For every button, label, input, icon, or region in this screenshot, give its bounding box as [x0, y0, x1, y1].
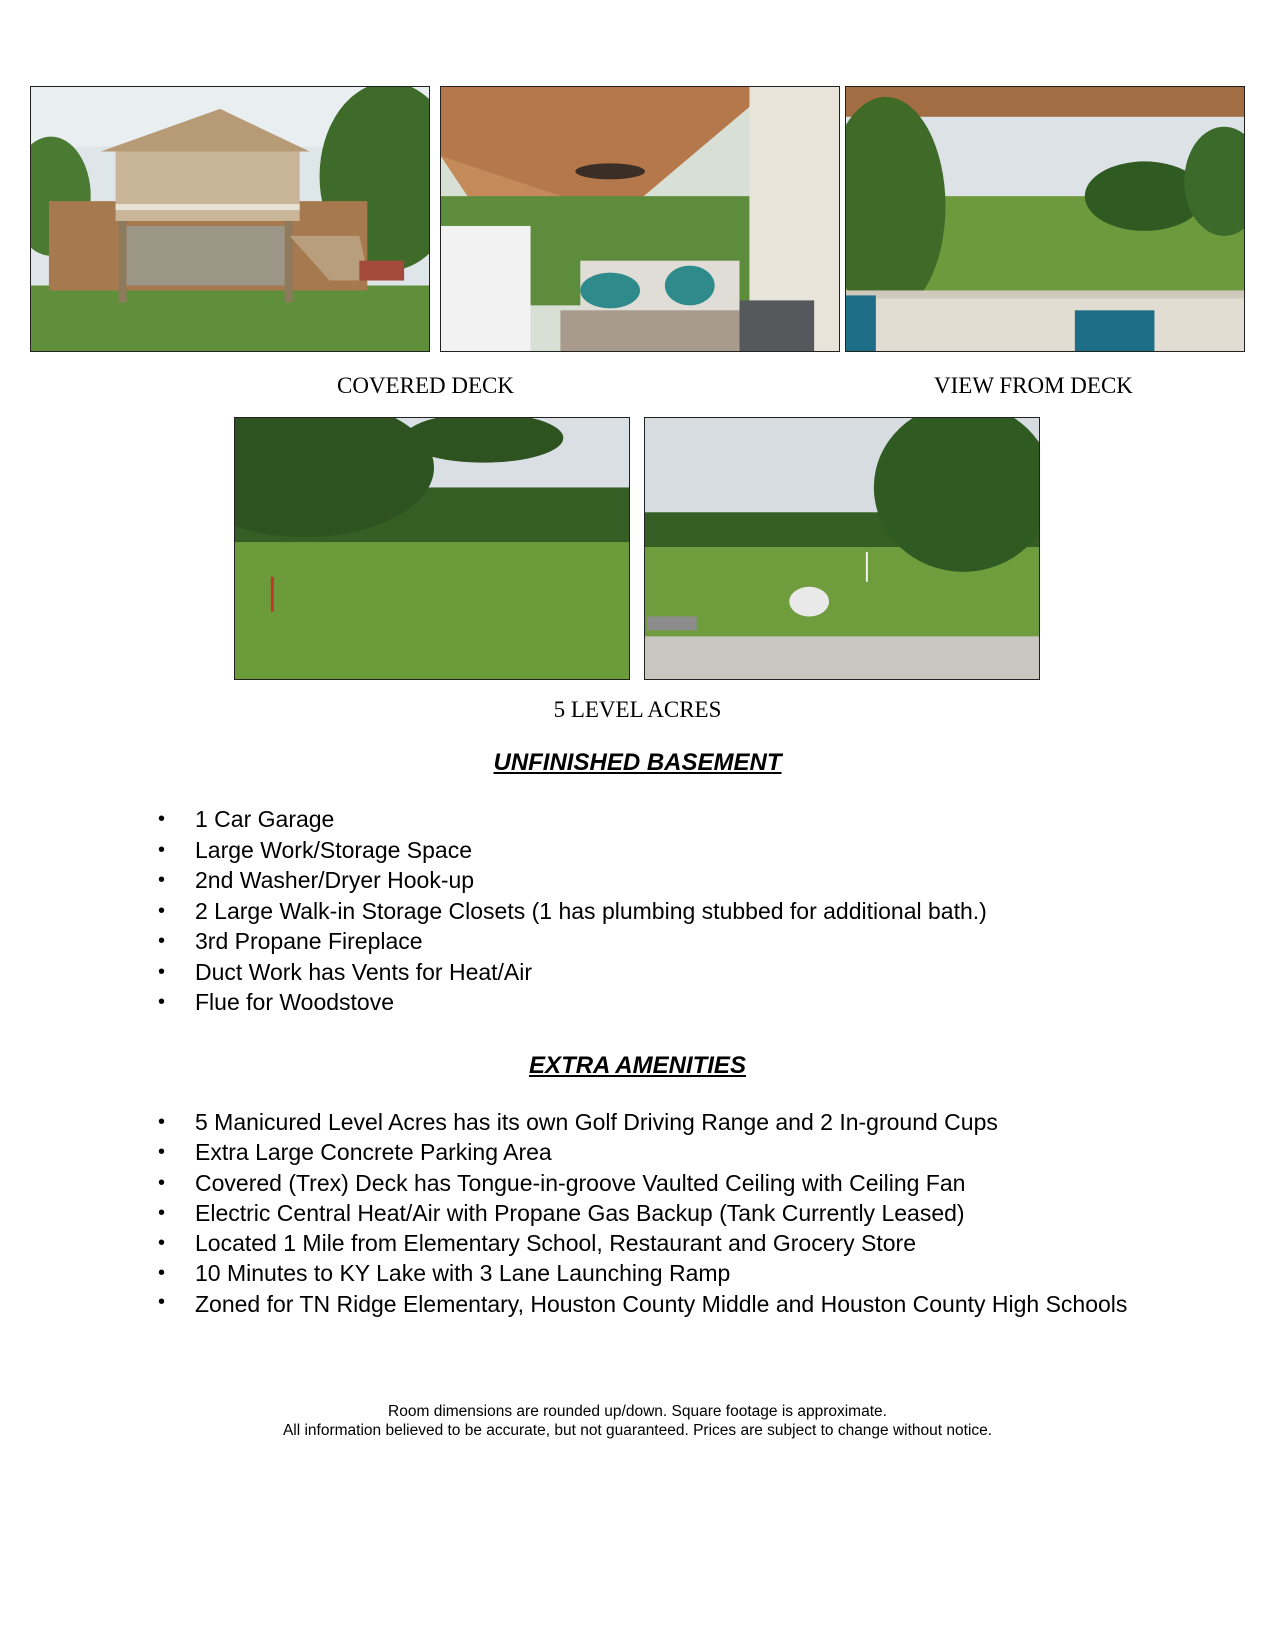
- list-item: [152, 957, 1142, 988]
- list-item-text: 3rd Propane Fireplace: [195, 928, 423, 954]
- list-item: [152, 1168, 1142, 1198]
- list-item: [152, 865, 1142, 896]
- caption-view-from-deck: VIEW FROM DECK: [934, 373, 1133, 398]
- bullet-icon: •: [158, 960, 166, 983]
- list-item-text: Extra Large Concrete Parking Area: [195, 1139, 552, 1166]
- bullet-icon: •: [158, 930, 166, 952]
- basement-feature-list: [152, 804, 1142, 1018]
- list-item-text: 5 Manicured Level Acres has its own Golf Driving Range and 2 In-ground Cups: [195, 1109, 998, 1135]
- list-item-text: 2nd Washer/Dryer Hook-up: [195, 867, 475, 893]
- list-item: [152, 1137, 1142, 1167]
- bullet-icon: •: [158, 1290, 166, 1313]
- bullet-icon: •: [158, 899, 166, 922]
- level-acres-photo-2: [644, 417, 1040, 680]
- amenities-feature-list: [152, 1107, 1142, 1318]
- bullet-icon: •: [158, 1171, 166, 1194]
- list-item-text: Located 1 Mile from Elementary School, Restaurant and Grocery Store: [195, 1230, 917, 1257]
- section-heading-amenities: EXTRA AMENITIES: [529, 1052, 746, 1079]
- list-item: [152, 1258, 1142, 1288]
- list-item: [152, 1228, 1142, 1258]
- bullet-icon: •: [158, 1201, 166, 1224]
- bullet-icon: •: [158, 869, 166, 891]
- footer-disclaimer-line-2: All information believed to be accurate, but not guaranteed. Prices are subject to change without notice.: [282, 1422, 993, 1439]
- list-item: [152, 804, 1142, 835]
- bullet-icon: •: [158, 808, 166, 830]
- footer-disclaimer-line-1: Room dimensions are rounded up/down. Square footage is approximate.: [388, 1403, 887, 1420]
- list-item: [152, 1198, 1142, 1228]
- list-item-text: 2 Large Walk-in Storage Closets (1 has plumbing stubbed for additional bath.): [195, 897, 987, 924]
- list-item: [152, 1289, 1142, 1318]
- bullet-icon: •: [158, 1111, 166, 1133]
- list-item-text: 10 Minutes to KY Lake with 3 Lane Launching Ramp: [195, 1260, 731, 1287]
- list-item: [152, 987, 1142, 1018]
- bullet-icon: •: [158, 1262, 166, 1285]
- list-item: [152, 835, 1142, 866]
- list-item-text: Covered (Trex) Deck has Tongue-in-groove Vaulted Ceiling with Ceiling Fan: [195, 1169, 966, 1196]
- list-item: [152, 926, 1142, 957]
- view-from-deck-photo: [845, 86, 1245, 352]
- list-item: [152, 1107, 1142, 1137]
- list-item: [152, 896, 1142, 927]
- level-acres-photo-1: [234, 417, 630, 680]
- list-item-text: 1 Car Garage: [195, 806, 335, 832]
- list-item-text: Large Work/Storage Space: [195, 836, 473, 863]
- caption-level-acres: 5 LEVEL ACRES: [553, 697, 722, 722]
- house-exterior-photo: [30, 86, 430, 352]
- covered-deck-photo: [440, 86, 840, 352]
- caption-covered-deck: COVERED DECK: [337, 373, 514, 398]
- list-item-text: Duct Work has Vents for Heat/Air: [195, 958, 533, 985]
- bullet-icon: •: [158, 1141, 166, 1164]
- bullet-icon: •: [158, 1232, 166, 1255]
- list-item-text: Zoned for TN Ridge Elementary, Houston County Middle and Houston County High Schools: [195, 1290, 1128, 1317]
- list-item-text: Flue for Woodstove: [195, 989, 395, 1015]
- bullet-icon: •: [158, 838, 166, 861]
- list-item-text: Electric Central Heat/Air with Propane Gas Backup (Tank Currently Leased): [195, 1199, 965, 1226]
- section-heading-basement: UNFINISHED BASEMENT: [493, 749, 782, 776]
- bullet-icon: •: [158, 991, 166, 1013]
